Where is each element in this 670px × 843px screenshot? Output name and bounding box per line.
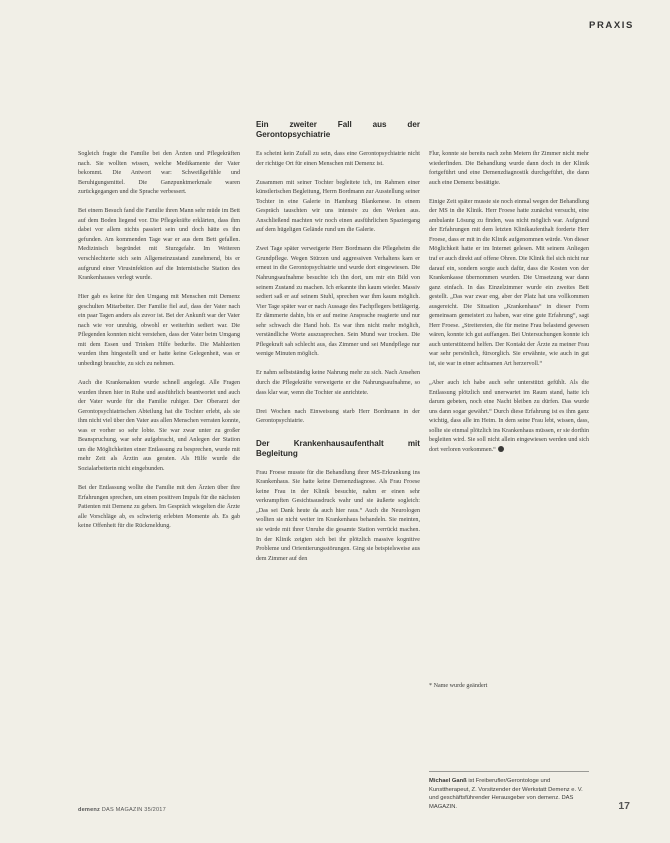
paragraph: Hier gab es keine für den Umgang mit Menschen mit Demenz geschulten Mitarbeiter. Der Familie fiel auf, dass der Vater nach ein paar Tagen anders als zuvor ist. Bei der Ankunft war der Vater nach wie vor unruhig, obwohl er weiterhin sediert war. Die Pflegenden konnten nicht verstehen, dass der Vater beim Umgang mit dem Essen und Trinken Hilfe bedurfte. Die Mahlzeiten wurden ihm hingestellt und er hatte keine Gelegenheit, was er unbedingt brauchte, zu sich zu nehmen. <box>78 294 240 367</box>
paragraph: Bei einem Besuch fand die Familie ihren Mann sehr müde im Bett auf dem Boden liegend vor. Die Pflegekräfte erklärten, dass ihm dabei vor allem nichts passiert sein und doch hätte es ihn gefunden. Am kommenden Tage war er aus dem Bett gefallen. Medizinisch begründet mit Sturzgefahr. Im Weiteren verschlechterte sich sein Allgemeinzustand zunehmend, bis er aufgrund einer Virusinfektion auf die Internistische Station des Krankenhauses verlegt wurde. <box>78 208 240 282</box>
paragraph: Flur, konnte sie bereits nach zehn Metern ihr Zimmer nicht mehr wiederfinden. Die Behandlung wurde dann doch in der Klinik fortgeführt und eine Demenzdiagnostik durchgeführt, die dann auch eine Demenz bestätigte. <box>429 151 589 186</box>
paragraph: Bei der Entlassung wollte die Familie mit den Ärzten über ihre Erfahrungen sprechen, um einen positiven Impuls für die nächsten Patienten mit Demenz zu geben. Im Gespräch wiegelten die Ärzte alle Vorschläge ab, es schwierig erlebten Momente ab. Es gab keine Offenheit für die Rückmeldung. <box>78 484 240 530</box>
paragraph <box>429 379 589 455</box>
paragraph: Frau Froese musste für die Behandlung ihrer MS-Erkrankung ins Krankenhaus. Sie hatte keine Demenzdiagnose. Als Frau Froese keine Frau in der Klinik besuchte, nahm er einen sehr verkrampften Gesichtsausdruck wahr und sie äußerte sogleich: „Das sei Dank heute da auch hier raus.“ Auch die Neurologen wollten sie nicht weiter im Krankenhaus behandeln. Sie meinten, sie würde mit ihrer Unruhe die gesamte Station verrückt machen. In der Klinik zeigten sich bei ihr plötzlich massive kognitive Probleme und Orientierungsstörungen. Ging sie beispielsweise aus dem Zimmer auf den <box>256 469 420 562</box>
author-info-box <box>429 771 589 823</box>
author-bio: ist Freiberufler/Gerontologe und Kunsttherapeut, Z. Vorsitzender der Werkstatt Demenz e. V. und geschäftsführender Herausgeber von demenz. DAS MAGAZIN. <box>429 778 583 810</box>
end-mark-icon <box>498 446 504 452</box>
page-number: 17 <box>618 800 630 812</box>
footer-credit <box>78 807 166 813</box>
section-heading: Ein zweiter Fall aus der Gerontopsychiatrie <box>256 120 420 139</box>
paragraph: Es scheint kein Zufall zu sein, dass eine Gerontopsychiatrie nicht der richtige Ort für einen Menschen mit Demenz ist. <box>256 151 420 167</box>
section-label: PRAXIS <box>589 20 634 31</box>
paragraph: Einige Zeit später musste sie noch einmal wegen der Behandlung der MS in die Klinik. Herr Froese hatte zunächst versucht, eine ambulante Lösung zu finden, was nicht möglich war. Aufgrund der Erfahrungen mit dem letzten Klinikaufenthalt forderte Herr Froese, dass er mit in die Klinik aufgenommen würde. Von dieser Möglichkeit hatte er im Internet gelesen. Mit seinem Anliegen traf er auch direkt auf offene Ohren. Die Klinik fiel sich nicht nur darauf ein, sondern sorgte auch dafür, dass die Kosten von der Krankenkasse übernommen wurden. Die Umsetzung war dann ganz einfach. In das Einzelzimmer wurde ein zweites Bett gestellt. „Das war zwar eng, aber der Platz hat uns vollkommen ausgereicht. Die Situation „Krankenhaus“ in dieser Form gemeinsam gemeistert zu haben, war eine gute Erfahrung“, sagt Herr Froese. „Streitereien, die für meine Frau belastend gewesen wären, konnte ich gut auffangen. Bei Untersuchungen konnte ich auch unterstützend helfen. Der Kontakt der Ärzte zu meiner Frau war sehr persönlich, fürsorglich. Sie erwähnte, wie auch in gut ist, sie war in einer achtsamen Art herzervoll.“ <box>429 198 589 367</box>
paragraph: Zwei Tage später verweigerte Herr Bordmann die Pflegeheim die Grundpflege. Wegen Stürzen und aggressiven Verhaltens kam er erneut in die Gerontopsychiatrie und wurde dort eingewiesen. Die Nahrungsaufnahme besuchte ich ihn dort, um mir ein Bild von seinem Zustand zu machen. Ich erkannte ihn kaum wieder. Massiv sediert saß er auf seinem Stuhl, sprechen war ihm kaum möglich. Vier Tage später war er nach Aussage des Fachpflegers bettlägerig. Er dämmerte dahin, bis er auf meine Ansprache reagierte und nur sehr schwach die Hand hob. Es war ihm nicht mehr möglich, verständliche Worte auszusprechen. Sein Mund war trocken. Die Pflegekraft sah schlecht aus, das Zimmer und sei Mundpflege nur wenige Minuten möglich. <box>256 246 420 358</box>
paragraph-text: „Aber auch ich habe auch sehr unterstützt gefühlt. Als die Entlassung plötzlich und unerwartet im Raum stand, hatte ich darum gebeten, noch eine Nacht bleiben zu dürfen. Das wurde uns dann sogar gewährt.“ Durch diese Erfahrung ist es ihm ganz wichtig, dass alle im Heim. In dem seine Frau lebt, wissen, dass, sollte sie einmal plötzlich ins Krankenhaus müssen, er sie dorthin begleiten wird. Sie soll nicht allein eingewiesen werden und sich dort verloren vorkommen.“ <box>429 380 589 453</box>
text-column-3 <box>429 150 589 465</box>
paragraph: Auch die Krankenakten wurde schnell angelegt. Alle Fragen wurden ihnen hier in Ruhe und ausführlich beantwortet und auch der Vater wurde für die Familie ruhiger. Der Oberarzt der Gerontopsychiatrischen Abteilung hat die Tochter erlebt, als sie ihm nicht viel über den Vater aus allen Menschen verraten konnte, was er vorher so sehr lobte. Sie war zwar unter zu großer Beanspruchung, war sehr aufgebracht, und Anlegen der Station um die Möglichkeiten einer Entlassung zu besprechen, wurde mit mehr Zeit als Ärztin aus geraten. Als Hilfe wurde die Sozialarbeiterin nicht eingebunden. <box>78 379 240 472</box>
section-heading: Der Krankenhausaufenthalt mit Begleitung <box>256 438 420 458</box>
footnote: * Name wurde geändert <box>429 683 488 689</box>
text-column-2 <box>256 120 420 574</box>
author-name: Michael Ganß <box>429 778 467 784</box>
paragraph: Zusammen mit seiner Tochter begleitete ich, im Rahmen einer künstlerischen Begleitung, Herrn Bordmann zur Ausstellung seiner Tochter in eine Galerie in Hamburg Blankenese. In einem Gespräch tauschten wir uns intensiv zu den Werken aus. Anschließend machten wir noch einen ausführlichen Spaziergang auf dem hügeligen Gelände rund um die Galerie. <box>256 179 420 234</box>
footer-magazine-name: demenz <box>78 807 101 813</box>
paragraph: Sogleich fragte die Familie bei den Ärzten und Pflegekräften nach. Sie wollten wissen, welche Medikamente der Vater bekommt. Die Antwort war: Schweißgefühle und Beruhigungsmittel. Die Ganzpunktmerkmale waren zurückgegangen und die Sprache verbessert. <box>78 151 240 196</box>
paragraph: Er nahm selbstständig keine Nahrung mehr zu sich. Nach Ansehen durch die Pflegekräfte verweigerte er die Nahrungsaufnahme, so dass klar war, wenn die Tochter sie anrichtete. <box>256 370 420 396</box>
footer-issue: DAS MAGAZIN 35/2017 <box>101 807 166 813</box>
paragraph: Drei Wochen nach Einweisung starb Herr Bordmann in der Gerontopsychiatrie. <box>256 408 420 425</box>
text-column-1 <box>78 150 240 541</box>
